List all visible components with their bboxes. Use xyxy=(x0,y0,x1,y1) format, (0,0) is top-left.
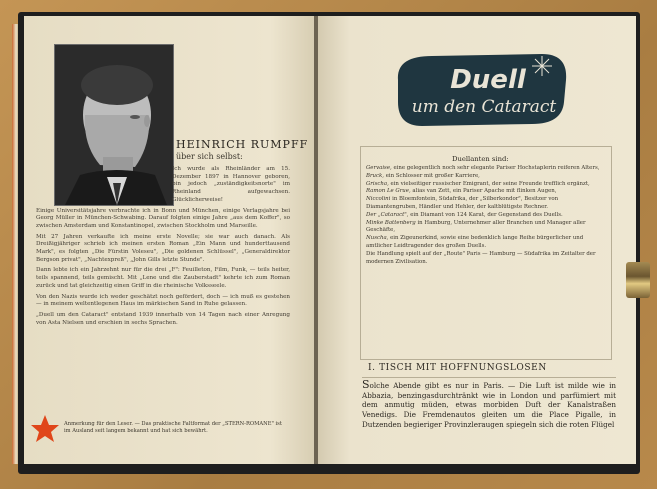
cast-entry xyxy=(366,173,604,181)
cast-desc: in Hamburg, Unternehmer aller Branchen und Manager aller Geschäfte, xyxy=(366,219,586,234)
logo-line2: um den Cataract xyxy=(411,97,557,117)
cast-entry xyxy=(366,220,604,236)
cast-name: Niccolini xyxy=(366,196,391,203)
cast-desc: alias van Zett, ein Pariser Apache mit flinken Augen, xyxy=(412,188,557,195)
cast-entry xyxy=(366,165,604,173)
cast-entry xyxy=(366,196,604,212)
cast-desc: ein vielseitiger russischer Emigrant, der seine Freunde trefflich ergänzt, xyxy=(390,180,590,187)
cast-desc: ein Schlosser mit großer Karriere, xyxy=(385,172,480,179)
author-name: HEINRICH RUMPFF xyxy=(176,138,309,151)
footnote: Anmerkung für den Leser. — Das praktische Faltformat der „STERN-ROMANE" ist im Ausland seit langem bekannt und hat sich bewährt. xyxy=(64,421,282,434)
title-logo xyxy=(392,50,570,128)
cast-desc: ein Zigeunerkind, sowie eine bedenklich lange Reihe bürgerlicher und amtlicher Leidtragender des großen Duells. xyxy=(366,235,584,249)
bio-paragraph: Von den Nazis wurde ich weder geschätzt noch gefördert, doch — ich muß es gestehen — in meinem weltentlegenen Haus im märkischen Sand in Ruhe gelassen. xyxy=(36,293,290,308)
chapter-divider xyxy=(362,377,616,378)
cast-name: Bruck, xyxy=(366,172,385,179)
chapter-dropcap: S xyxy=(362,378,370,391)
bio-paragraph: Mit 27 Jahren verkaufte ich meine erste Novelle; sie war auch danach. Als Dreißigjähriger schrieb ich meinen ersten Roman „Ein Mann und hunderttausend Mark", es folgten „Die Fürstin Voleseu", „Die goldenen Schlüssel", „Generaldirektor Bergson privat", „Nachtexpreß", „John Gills letzte Stunde". xyxy=(36,233,290,263)
cast-desc: ein Diamant von 124 Karat, der Gegenstand des Duells. xyxy=(410,211,563,218)
brass-clip xyxy=(626,262,650,298)
sparkle-icon xyxy=(532,56,552,76)
bio-paragraph: „Duell um den Cataract" entstand 1939 innerhalb von 14 Tagen nach einer Anregung von Asta Nielsen und erschien in sechs Sprachen. xyxy=(36,311,290,326)
logo-line1: Duell xyxy=(450,65,526,95)
cast-entry xyxy=(366,212,604,220)
chapter-title: I. TISCH MIT HOFFNUNGSLOSEN xyxy=(368,363,547,373)
author-subtitle: über sich selbst: xyxy=(176,152,243,161)
chapter-text xyxy=(362,380,616,430)
cast-entry xyxy=(366,188,604,196)
bio-paragraph: Dann lebte ich ein Jahrzehnt nur für die drei „F": Feuilleton, Film, Funk, — teils heiter, teils spannend, teils gemischt. Mit „Lene und die Zauberstadt" kehrte ich zum Roman zurück und tat gleichzeitig einen Griff in die rheinische Volksseele. xyxy=(36,267,290,289)
cast-name: Ramon Le Grue, xyxy=(366,188,411,195)
cast-footer: Die Handlung spielt auf der „Route" Paris — Hamburg — Südafrika im Zeitalter der modernen Zivilisation. xyxy=(366,250,596,265)
cast-desc: in Bloemfontein, Südafrika, der „Silberkondor", Besitzer von Diamantengruben, Händler und Hehler, der kaltblütigste Rechner. xyxy=(366,196,559,210)
chapter-body: olche Abende gibt es nur in Paris. — Die Luft ist milde wie in Abbazia, benzingasdurchtränkt wie in London und parfümiert mit dem anmutig müden, etwas morbiden Duft der Kanalstraßen Venedigs. Die Fremdenautos gleiten um die Place Pigalle, in Dutzenden begieriger Provinzleraugen spiegeln sich die roten Flügel xyxy=(362,381,616,429)
star-icon xyxy=(30,414,60,444)
cast-list xyxy=(366,165,604,266)
bio-paragraph: Ich wurde als Rheinländer am 15. Dezember 1897 in Hannover geboren, bin jedoch „zuständigkeitsnorte" im Rheinland aufgewachsen. Glücklicherweise! xyxy=(172,166,290,203)
bio-paragraph: Einige Universitätsjahre verbrachte ich in Bonn und München, einige Verlagsjahre bei Georg Müller in München-Schwabing. Darauf folgten einige Jahre „aus dem Koffer", so zwischen Amsterdam und Konstantinopel, zwischen Stockholm und Marseille. xyxy=(36,207,290,229)
cast-name: Minke Battenberg xyxy=(366,219,416,226)
author-bio xyxy=(36,166,290,330)
cast-name: Grischa, xyxy=(366,180,389,187)
cast-entry xyxy=(366,235,604,251)
cast-name: Gervaise, xyxy=(366,165,392,171)
cast-entry xyxy=(366,181,604,189)
cast-name: Der „Cataract", xyxy=(366,211,409,218)
cast-desc: eine gelegentlich noch sehr elegante Pariser Hochstaplerin reiferen Alters, xyxy=(393,165,600,171)
cast-title: Duellanten sind: xyxy=(452,155,509,163)
cast-name: Nuscha, xyxy=(366,235,389,242)
